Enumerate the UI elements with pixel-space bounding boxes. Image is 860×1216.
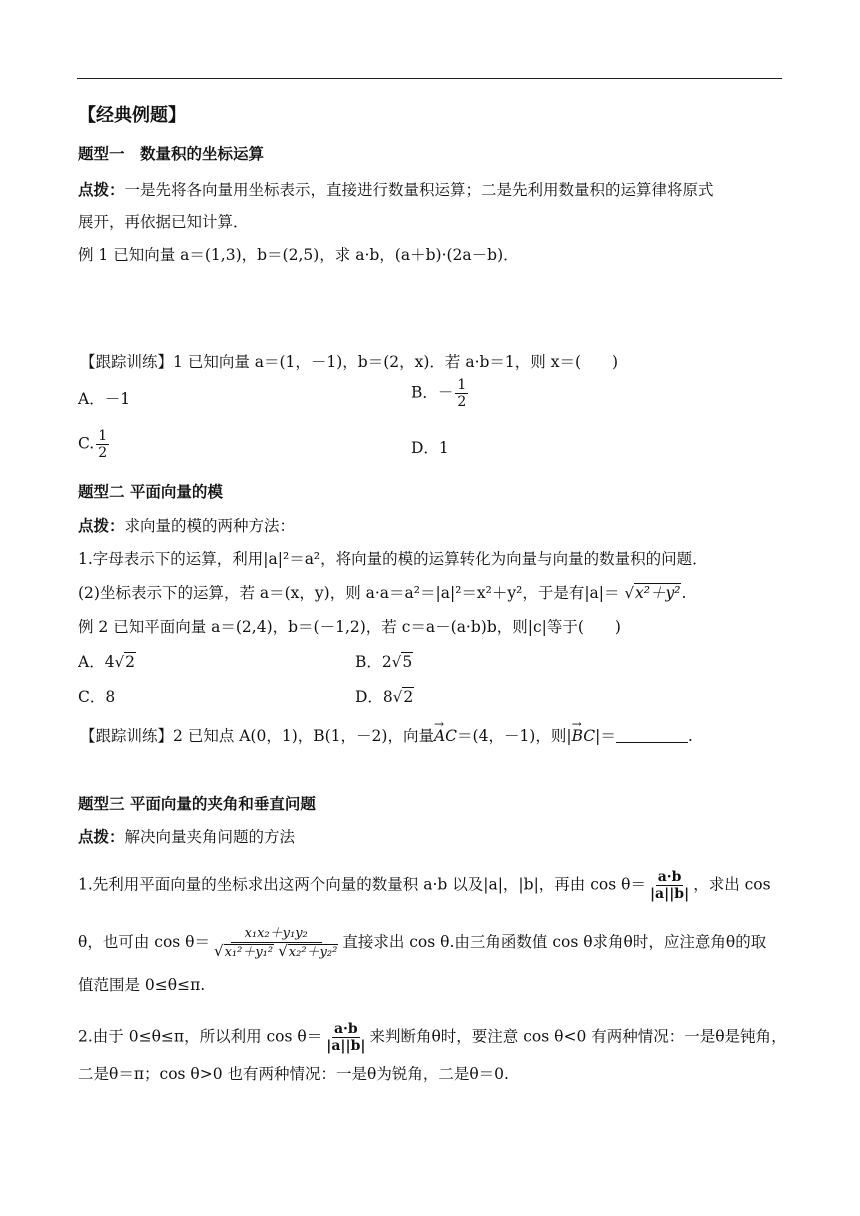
sqrt-content: 5 bbox=[402, 653, 413, 671]
fraction-cos bbox=[324, 1022, 367, 1053]
sqrt-content: x₂²＋y₂² bbox=[288, 945, 338, 960]
frac-den: |a||b| bbox=[326, 1038, 366, 1054]
sqrt-icon: √ bbox=[214, 942, 224, 960]
option-b bbox=[411, 378, 470, 409]
option-c bbox=[78, 429, 111, 460]
section-title: 【经典例题】 bbox=[78, 105, 186, 126]
p1-text: 1.先利用平面向量的坐标求出这两个向量的数量积 a·b 以及|a|，|b|，再由 cos θ＝ bbox=[78, 875, 646, 894]
sqrt-icon: √ bbox=[391, 653, 402, 671]
frac-num: 1 bbox=[457, 377, 467, 393]
type2-tip bbox=[78, 516, 295, 536]
track-text: 已知向量 a＝(1，－1)，b＝(2，x)．若 a·b＝1，则 x＝( ) bbox=[187, 353, 619, 371]
type1-heading: 题型一 数量积的坐标运算 bbox=[78, 145, 265, 163]
option-c-prefix: C. bbox=[78, 434, 95, 453]
ex2-option-b bbox=[355, 652, 413, 672]
frac-num: x₁x₂＋y₁y₂ bbox=[231, 927, 322, 943]
answer-blank bbox=[616, 728, 688, 743]
track-training-1 bbox=[80, 352, 618, 372]
type2-item2: (2)坐标表示下的运算，若 a＝(x，y)，则 a·a＝a²＝|a|²＝x²＋y²，于是有|a|＝ √x²＋y². bbox=[78, 584, 687, 602]
fraction-cos bbox=[648, 870, 691, 901]
track-text: |＝ bbox=[595, 727, 616, 745]
sqrt-content: x₁²＋y₁² bbox=[224, 945, 274, 960]
fraction-coord bbox=[212, 927, 340, 959]
p1-text: ，求出 cos bbox=[693, 875, 771, 894]
track-training-2: 【跟踪训练】2 已知点 A(0，1)，B(1，－2)，向量→ AC＝(4，－1)，则|→ BC|＝ . bbox=[80, 726, 693, 746]
type3-tip bbox=[78, 827, 295, 847]
frac-den: |a||b| bbox=[649, 886, 690, 902]
option-d: D．1 bbox=[411, 439, 449, 457]
tip-text: 解决向量夹角问题的方法 bbox=[124, 828, 296, 846]
p1-text: θ，也可由 cos θ＝ bbox=[78, 933, 210, 951]
frac-den: 2 bbox=[98, 445, 108, 461]
frac-den bbox=[212, 943, 340, 959]
type2-heading: 题型二 平面向量的模 bbox=[78, 483, 223, 501]
sqrt-icon: √ bbox=[624, 584, 635, 602]
sqrt-content: 2 bbox=[403, 688, 414, 706]
fraction-half bbox=[96, 429, 109, 460]
sqrt-content: x²＋y² bbox=[635, 584, 681, 602]
p1-text: 直接求出 cos θ.由三角函数值 cos θ求角θ时，应注意角θ的取 bbox=[342, 933, 767, 951]
type2-item1: 1.字母表示下的运算，利用|a|²＝a²，将向量的模的运算转化为向量与向量的数量积的问题． bbox=[78, 550, 708, 568]
tip-label: 点拨： bbox=[78, 181, 125, 199]
track-text: ＝(4，－1)，则| bbox=[457, 727, 572, 745]
type1-tip-line2: 展开，再依据已知计算． bbox=[78, 213, 249, 231]
type3-p2-line2: 二是θ＝π；cos θ>0 也有两种情况：一是θ为锐角，二是θ＝0. bbox=[78, 1065, 509, 1083]
fraction-half bbox=[455, 378, 468, 409]
option-b-prefix: B．－ bbox=[411, 383, 454, 402]
vector-ac: → AC bbox=[434, 726, 457, 746]
p2-text: 2.由于 0≤θ≤π，所以利用 cos θ＝ bbox=[78, 1027, 323, 1046]
track-text: 已知点 A(0，1)，B(1，－2)，向量 bbox=[187, 727, 434, 745]
type1-tip-line1 bbox=[78, 180, 714, 200]
example-2: 例 2 已知平面向量 a＝(2,4)，b＝(－1,2)，若 c＝a－(a·b)b，则|c|等于( ) bbox=[78, 618, 621, 636]
tip-text: 一是先将各向量用坐标表示，直接进行数量积运算；二是先利用数量积的运算律将原式 bbox=[124, 181, 714, 199]
type3-p1-line2 bbox=[78, 927, 766, 959]
ex2-option-c: C．8 bbox=[78, 688, 116, 706]
type3-p1-line1 bbox=[78, 870, 771, 901]
opt-prefix: B．2 bbox=[355, 653, 392, 671]
track-label: 【跟踪训练】2 bbox=[80, 727, 183, 745]
opt-prefix: D．8 bbox=[355, 688, 393, 706]
tip-label: 点拨： bbox=[78, 517, 125, 535]
tip-label: 点拨： bbox=[78, 828, 125, 846]
sqrt-icon: √ bbox=[392, 688, 403, 706]
type3-heading: 题型三 平面向量的夹角和垂直问题 bbox=[78, 795, 316, 813]
tip-text: 求向量的模的两种方法： bbox=[124, 517, 296, 535]
track-label: 【跟踪训练】1 bbox=[80, 353, 183, 371]
frac-num: 1 bbox=[98, 428, 108, 444]
example-1: 例 1 已知向量 a＝(1,3)，b＝(2,5)，求 a·b，(a＋b)·(2a－b)． bbox=[78, 246, 519, 264]
frac-num: a·b bbox=[657, 869, 682, 885]
type3-p1-line3: 值范围是 0≤θ≤π. bbox=[78, 976, 206, 994]
frac-num: a·b bbox=[333, 1021, 358, 1037]
ex2-option-d bbox=[355, 687, 414, 707]
vector-bc: → BC bbox=[572, 726, 596, 746]
frac-den: 2 bbox=[457, 394, 467, 410]
opt-prefix: A．4 bbox=[78, 653, 115, 671]
sqrt-content: 2 bbox=[125, 653, 135, 671]
sqrt-icon: √ bbox=[114, 653, 125, 671]
option-a: A．－1 bbox=[78, 390, 131, 408]
sqrt-icon: √ bbox=[278, 942, 288, 960]
type3-p2-line1 bbox=[78, 1022, 787, 1053]
item2-text: (2)坐标表示下的运算，若 a＝(x，y)，则 a·a＝a²＝|a|²＝x²＋y²，于是有|a|＝ bbox=[78, 584, 620, 602]
p2-text: 来判断角θ时，要注意 cos θ<0 有两种情况：一是θ是钝角， bbox=[369, 1027, 787, 1046]
ex2-option-a bbox=[78, 652, 136, 672]
header-rule bbox=[77, 78, 782, 79]
